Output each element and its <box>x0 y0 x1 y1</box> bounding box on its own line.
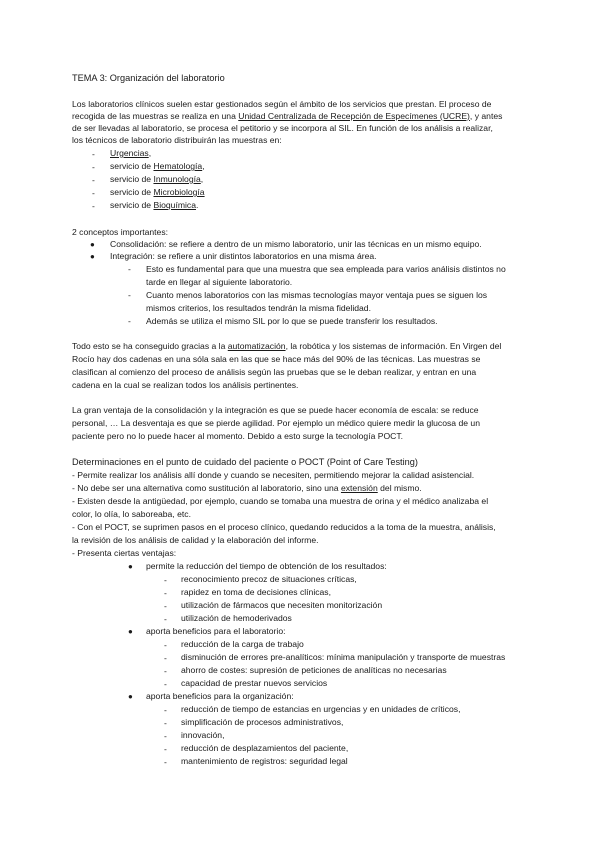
integration-point-1: Esto es fundamental para que una muestra que sea empleada para varios análisis distintos no <box>146 264 506 274</box>
auto-line-4: cadena en la cual se realizan todos los análisis pertinentes. <box>72 380 299 390</box>
sub-dash: - <box>164 575 167 585</box>
list-dash: - <box>92 149 95 159</box>
sub-dash: - <box>164 601 167 611</box>
sub-dash: - <box>164 653 167 663</box>
poct-point-3-cont: color, lo olía, lo saboreaba, etc. <box>72 509 191 519</box>
intro-line-1: Los laboratorios clínicos suelen estar gestionados según el ámbito de los servicios que prestan. El proceso de <box>72 99 492 109</box>
advantage-item: simplificación de procesos administrativos, <box>181 717 344 727</box>
list-dash: - <box>92 188 95 198</box>
sub-dash: - <box>128 316 131 326</box>
sub-dash: - <box>164 640 167 650</box>
advantage-item: mantenimiento de registros: seguridad legal <box>181 756 348 766</box>
advantage-item: rapidez en toma de decisiones clínicas, <box>181 587 331 597</box>
integration-point-3: Además se utiliza el mismo SIL por lo que se puede transferir los resultados. <box>146 316 438 326</box>
advantage-line-3: paciente pero no lo puede hacer al momento. Debido a esto surge la tecnología POCT. <box>72 431 404 441</box>
advantage-item: reducción de la carga de trabajo <box>181 639 304 649</box>
sub-dash: - <box>164 679 167 689</box>
list-dash: - <box>92 175 95 185</box>
list-item: servicio de Hematología, <box>110 161 205 171</box>
intro-line-2-end: , y antes <box>469 111 503 121</box>
sub-dash: - <box>164 744 167 754</box>
poct-point-4-cont: la revisión de los análisis de calidad y la elaboración del informe. <box>72 535 319 545</box>
sub-dash: - <box>164 666 167 676</box>
sub-dash: - <box>164 718 167 728</box>
auto-line-1: Todo esto se ha conseguido gracias a la automatización, la robótica y los sistemas de información. En Virgen del <box>72 341 502 351</box>
bullet-icon: ● <box>90 240 95 249</box>
list-item: servicio de Inmunología, <box>110 174 204 184</box>
bullet-icon: ● <box>128 692 133 701</box>
advantage-item: utilización de hemoderivados <box>181 613 292 623</box>
advantage-group-laboratory: aporta beneficios para el laboratorio: <box>146 626 286 636</box>
intro-line-2-start: recogida de las muestras se realiza en una <box>72 111 239 121</box>
advantage-group-time: permite la reducción del tiempo de obtención de los resultados: <box>146 561 387 571</box>
sub-dash: - <box>164 705 167 715</box>
auto-line-2: Rocío hay dos cadenas en una sóla sala en las que se hace más del 90% de las técnicas. Las muestras se <box>72 354 481 364</box>
sub-dash: - <box>128 264 131 274</box>
extension-link: extensión <box>340 483 378 493</box>
sub-dash: - <box>128 290 131 300</box>
intro-line-4: los técnicos de laboratorio distribuirán las muestras en: <box>72 135 282 145</box>
list-item: Urgencias, <box>110 148 152 158</box>
list-dash: - <box>92 162 95 172</box>
integration-point-1-cont: tarde en llegar al siguiente laboratorio. <box>146 277 293 287</box>
ucre-link: Unidad Centralizada de Recepción de Especímenes (UCRE) <box>238 111 470 121</box>
advantage-item: reconocimiento precoz de situaciones críticas, <box>181 574 357 584</box>
page-title: TEMA 3: Organización del laboratorio <box>72 73 225 83</box>
bullet-icon: ● <box>128 627 133 636</box>
bullet-icon: ● <box>128 562 133 571</box>
intro-line-2 <box>72 111 532 122</box>
advantage-item: utilización de fármacos que necesiten monitorización <box>181 600 383 610</box>
advantage-item: disminución de errores pre-analíticos: mínima manipulación y transporte de muestras <box>181 652 506 662</box>
list-dash: - <box>92 201 95 211</box>
intro-line-3: de ser llevadas al laboratorio, se procesa el petitorio y se incorpora al SIL. En función de los análisis a realizar, <box>72 123 493 133</box>
advantage-item: innovación, <box>181 730 225 740</box>
advantage-item: reducción de desplazamientos del paciente, <box>181 743 349 753</box>
advantage-line-2: personal, … La desventaja es que se pierde agilidad. Por ejemplo un médico quiere medir la glucosa de un <box>72 418 480 428</box>
poct-point-1: - Permite realizar los análisis allí donde y cuando se necesiten, permitiendo mejorar la calidad asistencial. <box>72 470 475 480</box>
sub-dash: - <box>164 588 167 598</box>
poct-heading: Determinaciones en el punto de cuidado del paciente o POCT (Point of Care Testing) <box>72 457 418 467</box>
concept-consolidation: Consolidación: se refiere a dentro de un mismo laboratorio, unir las técnicas en un mismo equipo. <box>110 239 482 249</box>
automation-link: automatización <box>227 341 286 351</box>
advantage-item: capacidad de prestar nuevos servicios <box>181 678 328 688</box>
integration-point-2-cont: mismos criterios, los resultados tendrán la misma fidelidad. <box>146 303 371 313</box>
advantage-item: ahorro de costes: supresión de peticiones de analíticas no necesarias <box>181 665 447 675</box>
list-item: servicio de Microbiología <box>110 187 205 197</box>
sub-dash: - <box>164 757 167 767</box>
poct-point-4: - Con el POCT, se suprimen pasos en el proceso clínico, quedando reducidos a la toma de la muestra, análisis, <box>72 522 496 532</box>
concept-integration: Integración: se refiere a unir distintos laboratorios en una misma área. <box>110 251 377 261</box>
auto-line-3: clasifican al comienzo del proceso de análisis según las pruebas que se le deban realizar, y entran en una <box>72 367 477 377</box>
advantage-group-organization: aporta beneficios para la organización: <box>146 691 294 701</box>
concepts-heading: 2 conceptos importantes: <box>72 227 169 237</box>
list-item: servicio de Bioquímica. <box>110 200 199 210</box>
advantage-line-1: La gran ventaja de la consolidación y la integración es que se puede hacer economía de escala: se reduce <box>72 405 479 415</box>
poct-point-2: - No debe ser una alternativa como sustitución al laboratorio, sino una extensión del mismo. <box>72 483 422 493</box>
sub-dash: - <box>164 614 167 624</box>
poct-point-5: - Presenta ciertas ventajas: <box>72 548 177 558</box>
advantage-item: reducción de tiempo de estancias en urgencias y en unidades de críticos, <box>181 704 461 714</box>
poct-point-3: - Existen desde la antigüedad, por ejemplo, cuando se tomaba una muestra de orina y el médico analizaba el <box>72 496 489 506</box>
bullet-icon: ● <box>90 252 95 261</box>
integration-point-2: Cuanto menos laboratorios con las mismas tecnologías mayor ventaja pues se siguen los <box>146 290 488 300</box>
sub-dash: - <box>164 731 167 741</box>
